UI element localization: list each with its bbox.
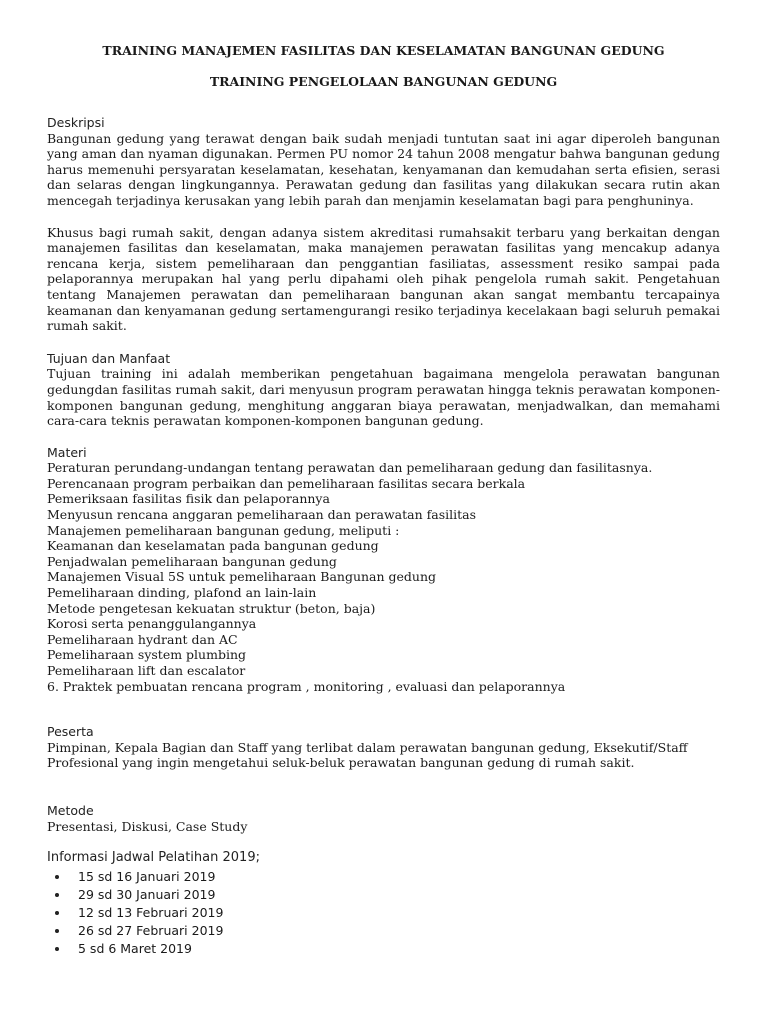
bullet-icon — [55, 893, 59, 897]
section-materi — [47, 445, 720, 695]
list-item: Pemeriksaan fasilitas fisik dan pelaporannya — [47, 491, 330, 507]
section-heading: Deskripsi — [47, 115, 105, 130]
section-peserta — [47, 724, 720, 771]
section-heading: Peserta — [47, 724, 94, 740]
list-item: Keamanan dan keselamatan pada bangunan gedung — [47, 538, 379, 554]
list-item: Pemeliharaan dinding, plafond an lain-lain — [47, 585, 317, 601]
schedule-date: 29 sd 30 Januari 2019 — [78, 886, 216, 902]
list-item: Metode pengetesan kekuatan struktur (beton, baja) — [47, 600, 376, 616]
section-heading: Metode — [47, 802, 94, 818]
section-metode — [47, 803, 720, 834]
list-item: Penjadwalan pemeliharaan bangunan gedung — [47, 553, 337, 569]
list-item: Pemeliharaan hydrant dan AC — [47, 631, 238, 647]
bullet-icon — [55, 947, 59, 951]
list-item: 6. Praktek pembuatan rencana program , monitoring , evaluasi dan pelaporannya — [47, 678, 566, 694]
list-item: Pemeliharaan system plumbing — [47, 647, 246, 663]
section-tujuan — [47, 351, 720, 429]
section-deskripsi — [47, 115, 720, 334]
schedule-date: 26 sd 27 Februari 2019 — [78, 922, 224, 938]
materi-list — [47, 460, 720, 694]
bullet-icon — [55, 875, 59, 879]
schedule-list — [47, 868, 720, 958]
list-item: Manajemen pemeliharaan bangunan gedung, meliputi : — [47, 522, 400, 538]
list-item: Peraturan perundang-undangan tentang perawatan dan pemeliharaan gedung dan fasilitasnya. — [47, 460, 653, 476]
schedule-item — [47, 868, 720, 886]
bullet-icon — [55, 911, 59, 915]
paragraph: Pimpinan, Kepala Bagian dan Staff yang terlibat dalam perawatan bangunan gedung, Eksekutif/Staff Profesional yang ingin mengetahui seluk-beluk perawatan bangunan gedung di rumah sakit. — [47, 739, 688, 771]
schedule-item — [47, 886, 720, 904]
paragraph: Bangunan gedung yang terawat dengan baik sudah menjadi tuntutan saat ini agar diperoleh bangunan yang aman dan nyaman digunakan. Permen PU nomor 24 tahun 2008 mengatur bahwa bangunan gedung harus memenuhi persyaratan keselamatan, kesehatan, kenyamanan dan kemudahan serta efisien, serasi dan selaras dengan lingkungannya. Perawatan gedung dan fasilitas yang dilakukan secara rutin akan mencegah terjadinya kerusakan yang lebih parah dan menjamin keselamatan bagi para penghuninya. — [47, 130, 720, 208]
list-item: Menyusun rencana anggaran pemeliharaan dan perawatan fasilitas — [47, 507, 476, 523]
schedule-item — [47, 922, 720, 940]
list-item: Manajemen Visual 5S untuk pemeliharaan Bangunan gedung — [47, 569, 437, 585]
list-item: Perencanaan program perbaikan dan pemeliharaan fasilitas secara berkala — [47, 475, 526, 491]
schedule-item — [47, 904, 720, 922]
schedule-date: 15 sd 16 Januari 2019 — [78, 868, 216, 884]
section-heading: Materi — [47, 444, 87, 460]
document-subtitle: TRAINING PENGELOLAAN BANGUNAN GEDUNG — [209, 74, 558, 89]
paragraph: Presentasi, Diskusi, Case Study — [47, 818, 248, 834]
bullet-icon — [55, 929, 59, 933]
paragraph: Khusus bagi rumah sakit, dengan adanya sistem akreditasi rumahsakit terbaru yang berkaitan dengan manajemen fasilitas dan keselamatan, maka manajemen perawatan fasilitas yang mencakup adanya rencana kerja, sistem pemeliharaan dan penggantian fasiliatas, assessment resiko sampai pada pelaporannya merupakan hal yang perlu dipahami oleh pihak pengelola rumah sakit. Pengetahuan tentang Manajemen perawatan dan pemeliharaan bangunan akan sangat membantu tercapainya keamanan dan kenyamanan gedung sertamengurangi resiko terjadinya kecelakaan bagi seluruh pemakai rumah sakit. — [47, 224, 720, 334]
schedule-date: 5 sd 6 Maret 2019 — [78, 940, 192, 956]
section-heading: Tujuan dan Manfaat — [47, 350, 171, 366]
list-item: Pemeliharaan lift dan escalator — [47, 663, 246, 678]
list-item: Korosi serta penanggulangannya — [47, 616, 257, 632]
section-heading: Informasi Jadwal Pelatihan 2019; — [47, 850, 260, 866]
schedule-item — [47, 940, 720, 958]
document-title: TRAINING MANAJEMEN FASILITAS DAN KESELAMATAN BANGUNAN GEDUNG — [102, 43, 665, 58]
schedule-date: 12 sd 13 Februari 2019 — [78, 904, 224, 920]
paragraph: Tujuan training ini adalah memberikan pengetahuan bagaimana mengelola perawatan bangunan gedungdan fasilitas rumah sakit, dari menyusun program perawatan hingga teknis perawatan komponen-komponen bangunan gedung, menghitung anggaran biaya perawatan, menjadwalkan, dan memahami cara-cara teknis perawatan komponen-komponen bangunan gedung. — [47, 366, 720, 429]
section-jadwal — [47, 850, 720, 958]
